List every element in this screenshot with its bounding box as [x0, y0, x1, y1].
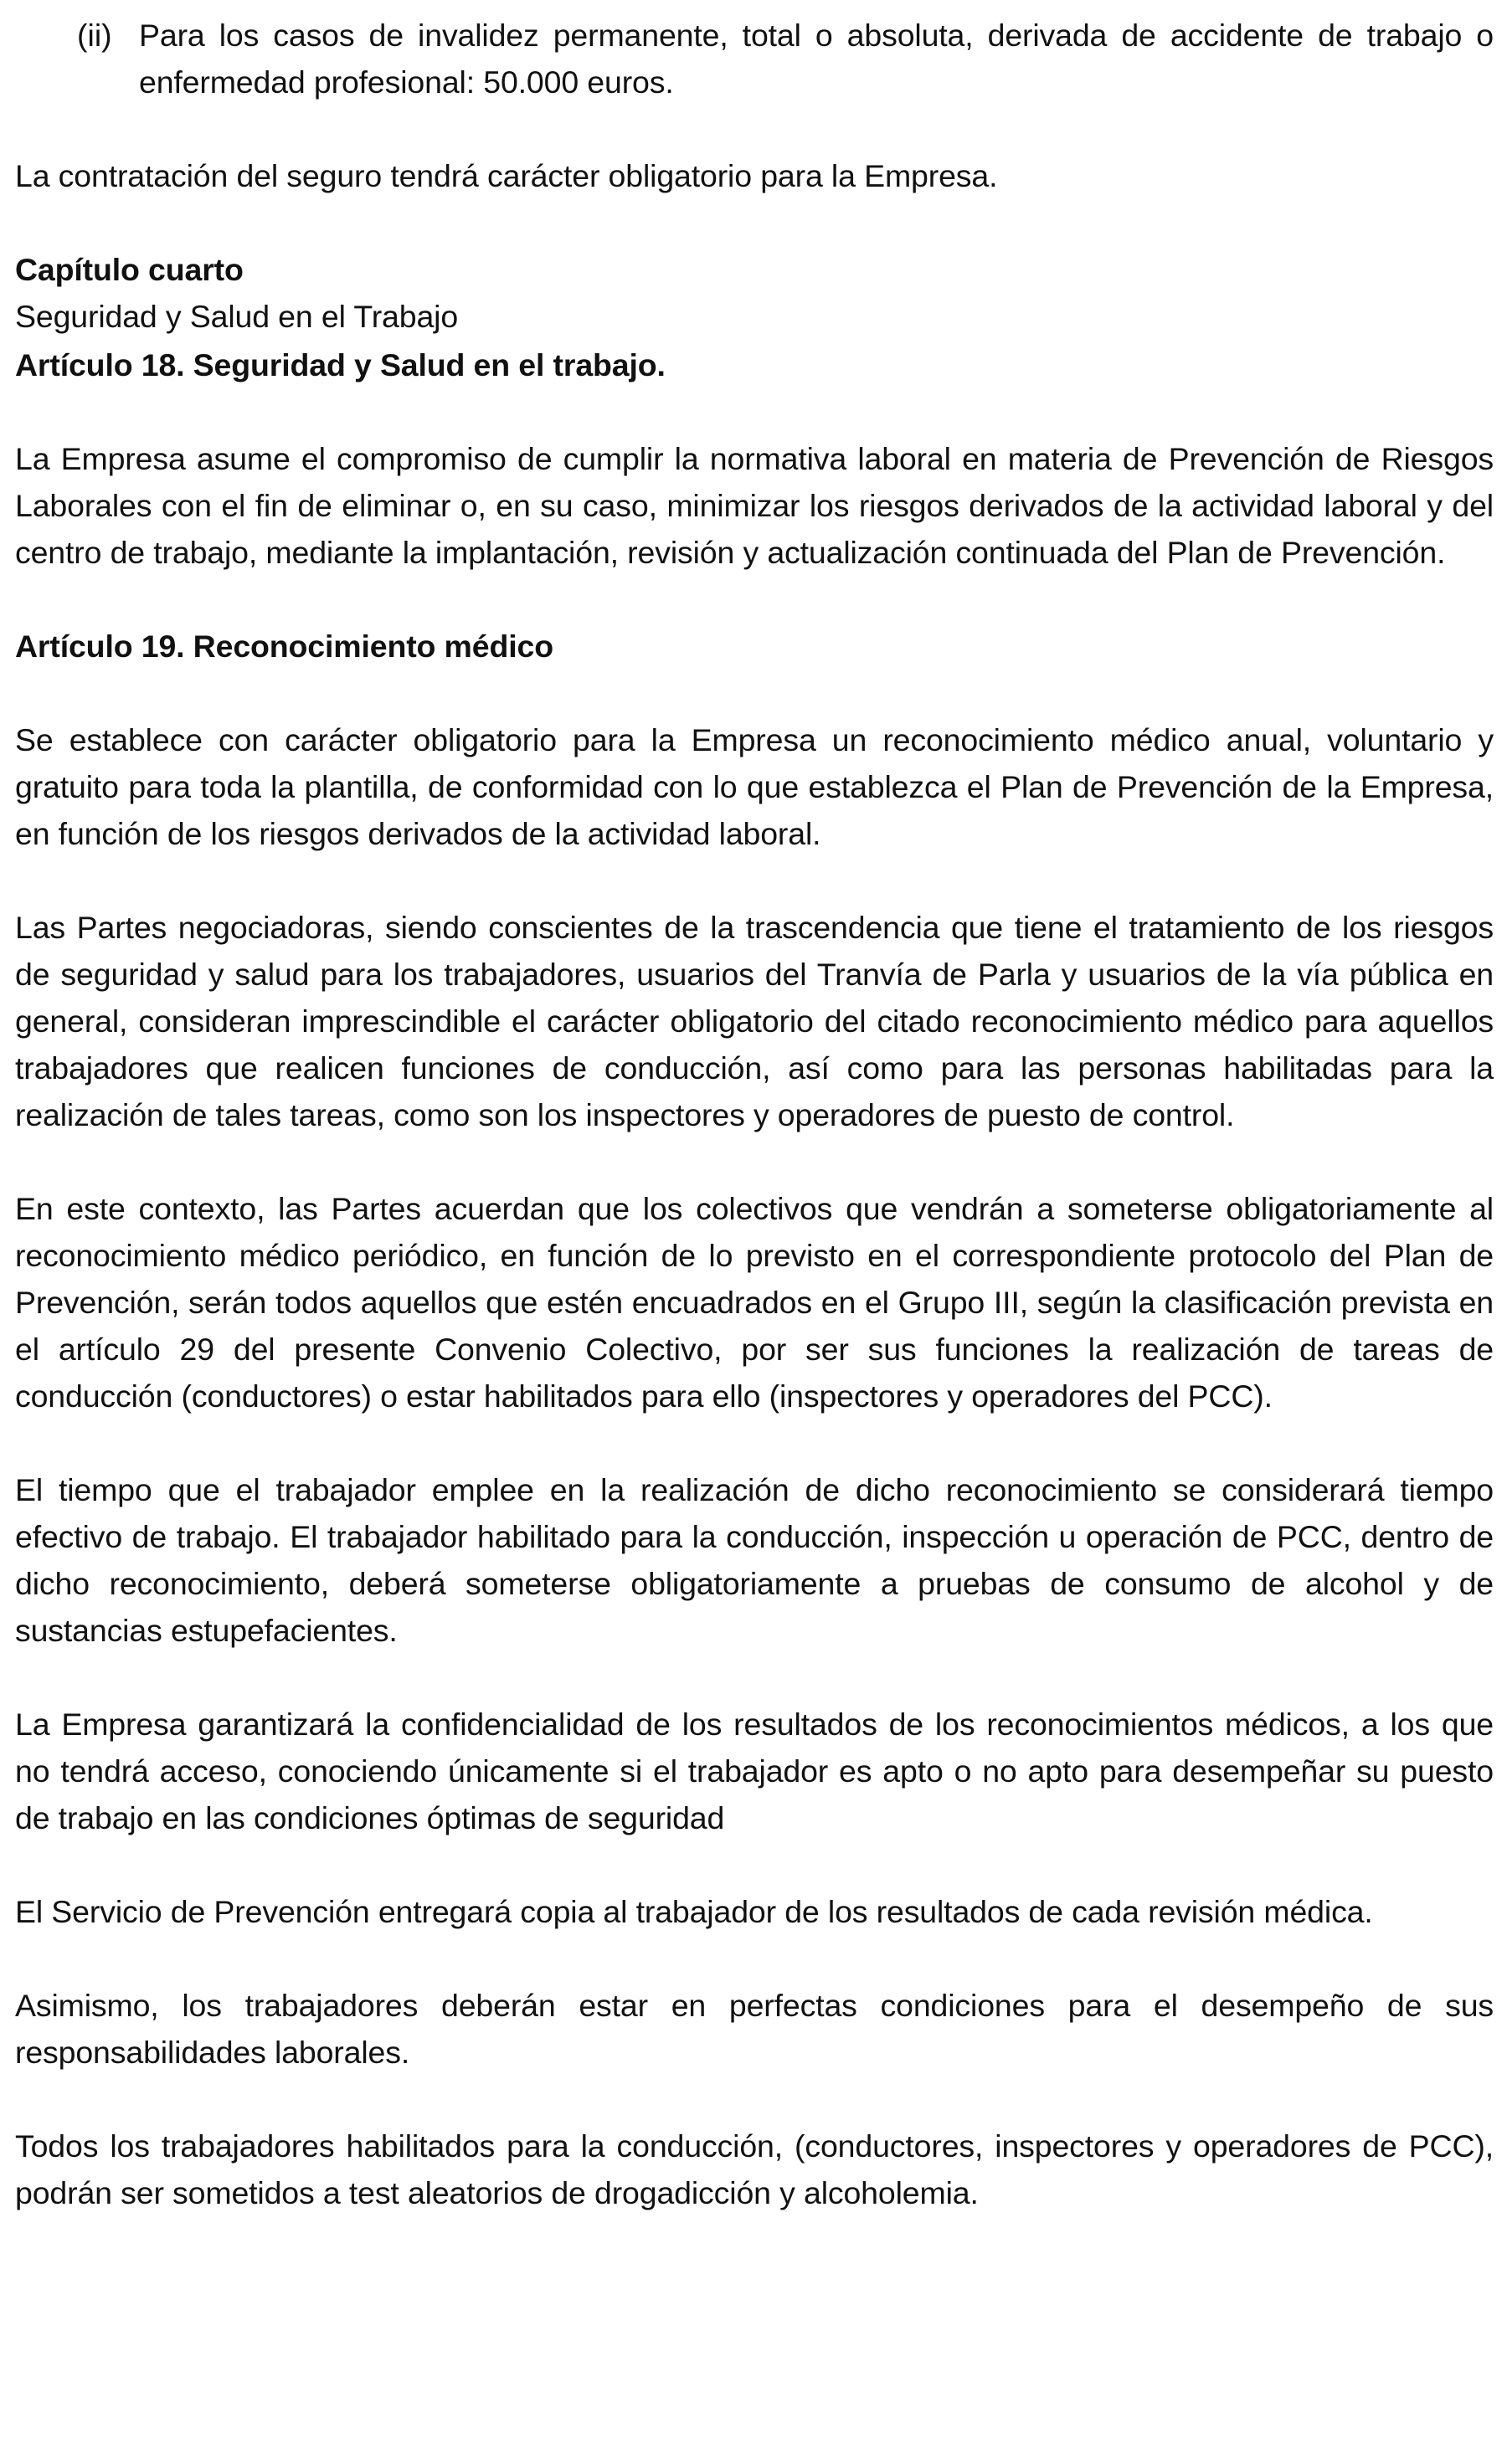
article-18-paragraph: La Empresa asume el compromiso de cumplir la normativa laboral en materia de Prevención de Riesgos Laborales con el fin de eliminar o, en su caso, minimizar los riesgos derivados de la actividad laboral y del centro de trabajo, mediante la implantación, revisión y actualización continuada del Plan de Prevención. — [15, 441, 1494, 570]
article-19-paragraph: Todos los trabajadores habilitados para la conducción, (conductores, inspectores y operadores de PCC), podrán ser sometidos a test aleatorios de drogadicción y alcoholemia. — [15, 2128, 1494, 2210]
chapter-number: Capítulo cuarto — [15, 252, 244, 287]
article-19-paragraph: Las Partes negociadoras, siendo conscientes de la trascendencia que tiene el tratamiento de los riesgos de seguridad y salud para los trabajadores, usuarios del Tranvía de Parla y usuarios de la vía pública en general, consideran imprescindible el carácter obligatorio del citado reconocimiento médico para aquellos trabajadores que realicen funciones de conducción, así como para las personas habilitadas para la realización de tales tareas, como son los inspectores y operadores de puesto de control. — [15, 910, 1494, 1132]
article-19-paragraph: El Servicio de Prevención entregará copia al trabajador de los resultados de cada revisión médica. — [15, 1894, 1373, 1929]
article-18-heading: Artículo 18. Seguridad y Salud en el trabajo. — [15, 347, 666, 382]
article-19-paragraph: En este contexto, las Partes acuerdan que los colectivos que vendrán a someterse obligatoriamente al reconocimiento médico periódico, en función de lo previsto en el correspondiente protocolo del Plan de Prevención, serán todos aquellos que estén encuadrados en el Grupo III, según la clasificación prevista en el artículo 29 del presente Convenio Colectivo, por ser sus funciones la realización de tareas de conducción (conductores) o estar habilitados para ello (inspectores y operadores del PCC). — [15, 1191, 1494, 1414]
list-item-ii — [15, 12, 1494, 105]
list-item-marker: (ii) — [77, 18, 112, 53]
article-19-paragraph: Asimismo, los trabajadores deberán estar en perfectas condiciones para el desempeño de sus responsabilidades laborales. — [15, 1988, 1494, 2070]
chapter-title: Seguridad y Salud en el Trabajo — [15, 299, 459, 334]
insurance-paragraph: La contratación del seguro tendrá carácter obligatorio para la Empresa. — [15, 158, 998, 193]
document-page — [15, 12, 1494, 2216]
article-19-paragraph: Se establece con carácter obligatorio para la Empresa un reconocimiento médico anual, voluntario y gratuito para toda la plantilla, de conformidad con lo que establezca el Plan de Prevención de la Empresa, en función de los riesgos derivados de la actividad laboral. — [15, 722, 1494, 851]
list-item-text: Para los casos de invalidez permanente, total o absoluta, derivada de accidente de trabajo o enfermedad profesional: 50.000 euros. — [139, 18, 1494, 100]
article-19-paragraph: La Empresa garantizará la confidencialidad de los resultados de los reconocimientos médicos, a los que no tendrá acceso, conociendo únicamente si el trabajador es apto o no apto para desempeñar su puesto de trabajo en las condiciones óptimas de seguridad — [15, 1707, 1494, 1835]
article-19-heading: Artículo 19. Reconocimiento médico — [15, 629, 553, 664]
article-19-paragraph: El tiempo que el trabajador emplee en la realización de dicho reconocimiento se considerará tiempo efectivo de trabajo. El trabajador habilitado para la conducción, inspección u operación de PCC, dentro de dicho reconocimiento, deberá someterse obligatoriamente a pruebas de consumo de alcohol y de sustancias estupefacientes. — [15, 1472, 1494, 1648]
